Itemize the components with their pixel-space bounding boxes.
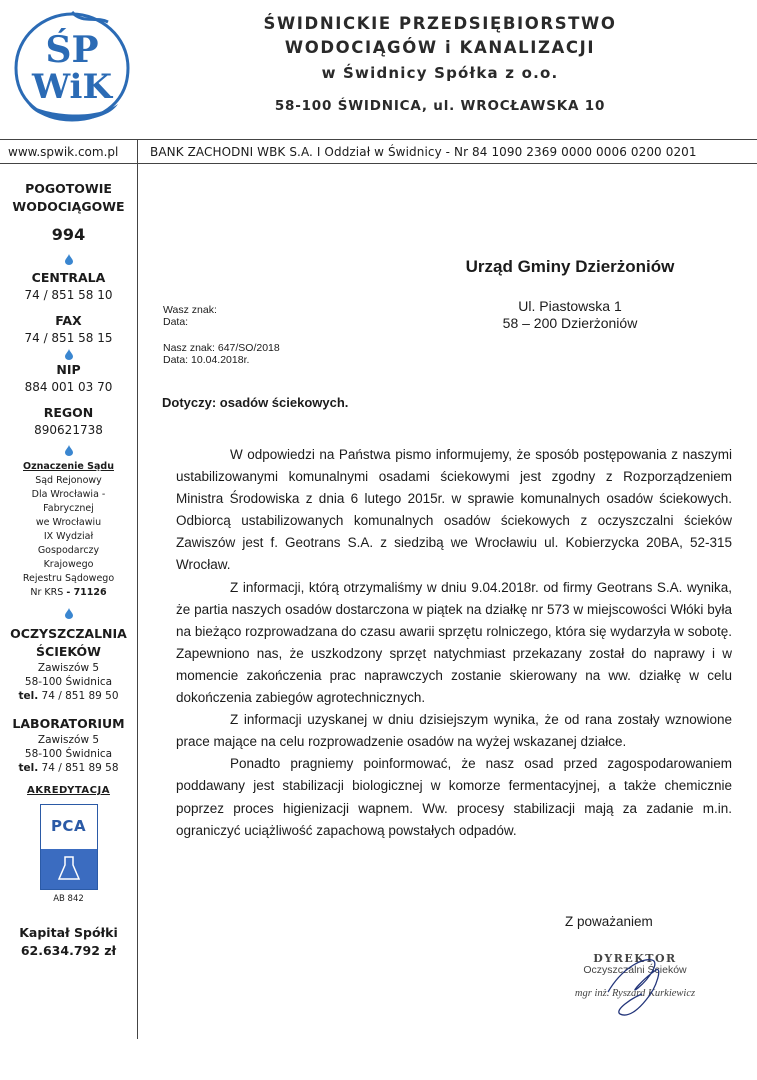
ocz-address1: Zawiszów 5 <box>37 662 100 674</box>
bank-account: BANK ZACHODNI WBK S.A. I Oddział w Świdnicy - Nr 84 1090 2369 0000 0006 0200 0201 <box>150 145 697 159</box>
letter-date: Data: 10.04.2018r. <box>163 354 250 366</box>
water-drop-icon <box>65 445 73 456</box>
water-drop-icon <box>65 254 73 265</box>
body-paragraph-4: Ponadto pragniemy poinformować, że nasz osad przed zagospodarowaniem poddawany jest stabilizacji biologicznej w komorze fermentacyjnej, a także chemicznie poprzez proces higienizacji wapnem. Ww. procesy stabilizacji mają za zadanie m.in. ograniczyć uciążliwość zapachową powstałych odpadów. <box>176 756 732 838</box>
kapital-value: 62.634.792 zł <box>20 943 117 958</box>
website-link[interactable]: www.spwik.com.pl <box>8 145 119 159</box>
centrala-value: 74 / 851 58 10 <box>24 288 113 302</box>
sad-detail-line: Gospodarczy <box>37 545 100 556</box>
company-header <box>160 12 720 114</box>
pca-badge-bottom <box>41 849 97 889</box>
lab-address2: 58-100 Świdnica <box>24 748 113 760</box>
pca-accreditation-badge <box>40 804 98 890</box>
body-paragraph-1: W odpowiedzi na Państwa pismo informujemy, że sposób postępowania z naszymi ustabilizowanymi komunalnymi osadami ściekowymi jest zgodny z Rozporządzeniem Ministra Środowiska z dnia 6 lutego 2015r. w sprawie komunalnych osadów ściekowych. Odbiorcą ustabilizowanych komunalnych osadów ściekowych z oczyszczalni ścieków Zawiszów jest f. Geotrans S.A. z siedzibą we Wrocławiu ul. Kobierzycka 20BA, 52-315 Wrocław. <box>176 447 732 573</box>
recipient-block <box>420 256 720 332</box>
body-paragraph-2: Z informacji, którą otrzymaliśmy w dniu 9.04.2018r. od firmy Geotrans S.A. wynika, że partia naszych osadów dostarczona w piątek na działkę nr 573 w miejscowości Włóki była na bieżąco rozprowadzana do czasu awarii sprzętu rolniczego, która się wydarzyła w sobotę. Zapewniono nas, że uszkodzony sprzęt natychmiast przekazany został do naprawy i w momencie zakończenia prac naprawczych zostanie skierowany na ww. działkę w celu dokończenia zabiegów agrotechnicznych. <box>176 579 732 706</box>
divider-bottom <box>0 163 757 164</box>
krs-value: - 71126 <box>66 587 107 598</box>
fax-value: 74 / 851 58 15 <box>24 331 113 345</box>
recipient-city: 58 – 200 Dzierżoniów <box>502 315 638 331</box>
nip-label: NIP <box>56 362 81 377</box>
nip-value: 884 001 03 70 <box>24 380 113 394</box>
water-drop-icon <box>65 608 73 619</box>
laboratorium-label: LABORATORIUM <box>12 716 125 731</box>
header-address: 58-100 ŚWIDNICA, ul. WROCŁAWSKA 10 <box>274 98 606 114</box>
logo-line2: WiK <box>31 67 113 107</box>
pca-number: AB 842 <box>53 894 84 904</box>
pogotowie-label2: WODOCIĄGOWE <box>12 199 125 214</box>
oczyszczalnia-label2: ŚCIEKÓW <box>36 644 101 659</box>
water-drop-icon <box>65 349 73 360</box>
header-line2: WODOCIĄGÓW i KANALIZACJI <box>284 38 596 57</box>
sad-detail-line: IX Wydział <box>43 531 94 542</box>
sad-detail-line: Fabrycznej <box>43 503 94 514</box>
lab-tel: 74 / 851 89 58 <box>41 762 119 774</box>
sad-detail-line: Sąd Rejonowy <box>35 475 102 486</box>
subject-line: Dotyczy: osadów ściekowych. <box>162 395 349 410</box>
handwritten-signature <box>598 948 678 1022</box>
header-line3: w Świdnicy Spółka z o.o. <box>321 64 559 82</box>
sad-details <box>0 474 137 586</box>
header-line1: ŚWIDNICKIE PRZEDSIĘBIORSTWO <box>263 14 617 33</box>
letter-body <box>176 444 732 842</box>
reference-block <box>163 304 280 366</box>
body-paragraph-3: Z informacji uzyskanej w dniu dzisiejszym wynika, że od rana zostały wznowione prace mające na celu rozprowadzenie osadów na wyżej wskazanej działce. <box>176 712 732 750</box>
pogotowie-number: 994 <box>51 225 86 244</box>
divider-top <box>0 139 757 140</box>
lab-tel-label: tel. <box>18 762 39 774</box>
recipient-street: Ul. Piastowska 1 <box>518 298 622 314</box>
sad-detail-line: Dla Wrocławia - <box>31 489 106 500</box>
wasz-znak: Wasz znak: <box>163 304 217 316</box>
sad-detail-line: Krajowego <box>43 559 94 570</box>
stamp-unit: Oczyszczalni Ścieków <box>583 964 687 976</box>
fax-label: FAX <box>55 313 82 328</box>
ocz-address2: 58-100 Świdnica <box>24 676 113 688</box>
recipient-name: Urząd Gminy Dzierżoniów <box>465 257 675 276</box>
stamp-title: DYREKTOR <box>593 952 677 965</box>
flask-icon <box>41 849 97 889</box>
akredytacja-label: AKREDYTACJA <box>27 785 110 796</box>
logo-line1: ŚP <box>45 29 99 71</box>
krs-label: Nr KRS <box>30 587 64 598</box>
data-label: Data: <box>163 316 189 328</box>
lab-address1: Zawiszów 5 <box>37 734 100 746</box>
sad-detail-line: we Wrocławiu <box>35 517 102 528</box>
sad-label: Oznaczenie Sądu <box>23 461 114 472</box>
regon-label: REGON <box>43 405 94 420</box>
nasz-znak: Nasz znak: 647/SO/2018 <box>163 342 280 354</box>
closing: Z poważaniem <box>565 914 653 929</box>
ocz-tel-label: tel. <box>18 690 39 702</box>
pogotowie-label: POGOTOWIE <box>25 181 112 196</box>
stamp-name: mgr inż. Ryszard Kurkiewicz <box>574 988 696 999</box>
spwik-logo <box>8 8 136 126</box>
centrala-label: CENTRALA <box>31 270 106 285</box>
kapital-label: Kapitał Spółki <box>19 925 118 940</box>
sad-detail-line: Rejestru Sądowego <box>22 573 115 584</box>
sidebar <box>0 180 137 960</box>
oczyszczalnia-label: OCZYSZCZALNIA <box>10 626 127 641</box>
sidebar-divider <box>137 139 138 1039</box>
pca-logo-text: PCA <box>50 817 87 835</box>
ocz-tel: 74 / 851 89 50 <box>41 690 119 702</box>
regon-value: 890621738 <box>34 423 103 437</box>
